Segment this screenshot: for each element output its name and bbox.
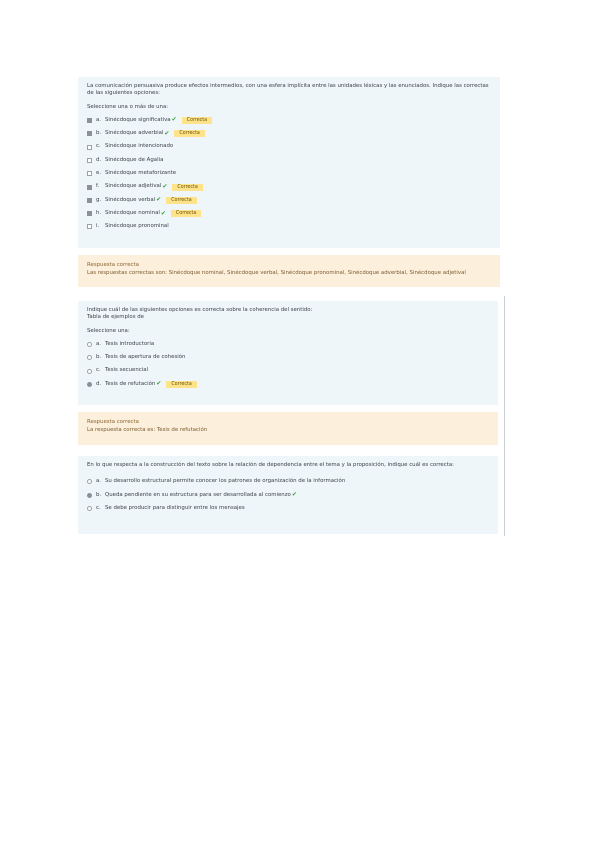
correct-check-icon: ✔ — [162, 182, 168, 190]
option-letter: d. — [96, 156, 102, 163]
correct-badge: Correcta — [171, 210, 201, 217]
correct-check-icon: ✔ — [156, 196, 162, 204]
option-letter: c. — [96, 143, 101, 150]
question-3-text: En lo que respecta a la construcción del texto sobre la relación de dependencia entre el tema y la proposición, indique cuál es correcta: — [87, 462, 454, 468]
option-radio[interactable] — [87, 506, 92, 511]
question-1-select-label: Seleccione una o más de una: — [87, 103, 169, 110]
option-q1-5[interactable] — [87, 180, 491, 193]
feedback-2 — [78, 412, 498, 445]
option-q1-4[interactable] — [87, 167, 491, 180]
option-text: Tesis de apertura de cohesión — [105, 354, 186, 361]
option-q1-2[interactable] — [87, 140, 491, 153]
feedback-2-title: Respuesta correcta — [87, 419, 139, 425]
option-letter: c. — [96, 367, 101, 374]
option-checkbox[interactable] — [87, 185, 92, 190]
option-radio[interactable] — [87, 342, 92, 347]
question-3-options — [87, 475, 489, 515]
option-radio[interactable] — [87, 369, 92, 374]
option-text: Sinécdoque pronominal — [105, 223, 169, 230]
question-1 — [78, 77, 500, 248]
option-letter: b. — [96, 354, 102, 361]
correct-check-icon: ✔ — [156, 380, 162, 388]
option-letter: c. — [96, 504, 101, 511]
option-text: Tesis secuencial — [105, 367, 149, 374]
feedback-1-text: Las respuestas correctas son: Sinécdoque nominal, Sinécdoque verbal, Sinécdoque pronominal, Sinécdoque adverbial, Sinécdoque adjetival — [87, 270, 466, 277]
option-q1-1[interactable] — [87, 127, 491, 140]
option-letter: b. — [96, 491, 102, 498]
option-radio[interactable] — [87, 382, 92, 387]
option-letter: i. — [96, 223, 100, 230]
correct-check-icon: ✔ — [171, 116, 177, 124]
option-text: Sinécdoque adjetival — [105, 183, 162, 190]
option-text: Sinécdoque metaforizante — [105, 170, 177, 177]
correct-check-icon: ✔ — [291, 491, 297, 499]
option-text: Sinécdoque nominal — [105, 209, 160, 216]
option-text: Su desarrollo estructural permite conocer los patrones de organización de la información — [105, 478, 346, 485]
option-letter: f. — [96, 183, 100, 190]
question-2-text: Indique cuál de las siguientes opciones es correcta sobre la coherencia del sentido: — [87, 307, 313, 313]
question-1-text: La comunicación persuasiva produce efectos intermedios, con una esfera implícita entre las unidades léxicas y las enunciados. Indique las correctas de las siguientes opciones: — [87, 83, 489, 97]
option-radio[interactable] — [87, 355, 92, 360]
correct-badge: Correcta — [174, 130, 204, 137]
question-2-select-label: Seleccione una: — [87, 327, 130, 334]
option-q1-3[interactable] — [87, 154, 491, 167]
option-text: Tesis introductoria — [105, 340, 155, 347]
scroll-divider — [504, 296, 505, 536]
option-letter: a. — [96, 340, 102, 347]
correct-check-icon: ✔ — [160, 209, 166, 217]
option-checkbox[interactable] — [87, 158, 92, 163]
option-checkbox[interactable] — [87, 118, 92, 123]
option-q2-2[interactable] — [87, 364, 489, 377]
option-q3-2[interactable] — [87, 502, 489, 515]
option-letter: d. — [96, 380, 102, 387]
option-q1-0[interactable] — [87, 114, 491, 127]
option-q3-0[interactable] — [87, 475, 489, 488]
option-q1-8[interactable] — [87, 220, 491, 233]
option-text: Sinécdoque significativa — [105, 116, 171, 123]
option-text: Sinécdoque adverbial — [105, 130, 164, 137]
option-letter: a. — [96, 116, 102, 123]
feedback-1 — [78, 255, 500, 287]
option-q2-0[interactable] — [87, 338, 489, 351]
option-checkbox[interactable] — [87, 211, 92, 216]
option-radio[interactable] — [87, 479, 92, 484]
option-checkbox[interactable] — [87, 145, 92, 150]
correct-badge: Correcta — [172, 184, 202, 191]
question-3 — [78, 456, 498, 534]
option-letter: a. — [96, 478, 102, 485]
option-text: Se debe producir para distinguir entre los mensajes — [105, 504, 245, 511]
option-q1-6[interactable] — [87, 194, 491, 207]
option-text: Tesis de refutación — [105, 380, 156, 387]
option-text: Sinécdoque verbal — [105, 196, 156, 203]
option-checkbox[interactable] — [87, 224, 92, 229]
option-letter: e. — [96, 170, 102, 177]
option-text: Queda pendiente en su estructura para ser desarrollada al comienzo — [105, 491, 291, 498]
option-letter: h. — [96, 209, 102, 216]
question-1-options — [87, 114, 491, 234]
option-q2-1[interactable] — [87, 351, 489, 364]
option-q3-1[interactable] — [87, 489, 489, 502]
option-checkbox[interactable] — [87, 198, 92, 203]
correct-badge: Correcta — [166, 381, 196, 388]
feedback-2-text: La respuesta correcta es: Tesis de refutación — [87, 427, 208, 434]
question-2-example: Tabla de ejemplos de — [87, 314, 144, 321]
question-2-options — [87, 338, 489, 391]
feedback-1-title: Respuesta correcta — [87, 262, 139, 268]
correct-badge: Correcta — [182, 117, 212, 124]
option-checkbox[interactable] — [87, 171, 92, 176]
option-letter: g. — [96, 196, 102, 203]
correct-check-icon: ✔ — [164, 129, 170, 137]
option-radio[interactable] — [87, 493, 92, 498]
option-q1-7[interactable] — [87, 207, 491, 220]
option-checkbox[interactable] — [87, 131, 92, 136]
option-q2-3[interactable] — [87, 378, 489, 391]
option-text: Sinécdoque de Agalia — [105, 156, 164, 163]
option-letter: b. — [96, 130, 102, 137]
question-2 — [78, 301, 498, 405]
option-text: Sinécdoque intencionado — [105, 143, 174, 150]
correct-badge: Correcta — [166, 197, 196, 204]
